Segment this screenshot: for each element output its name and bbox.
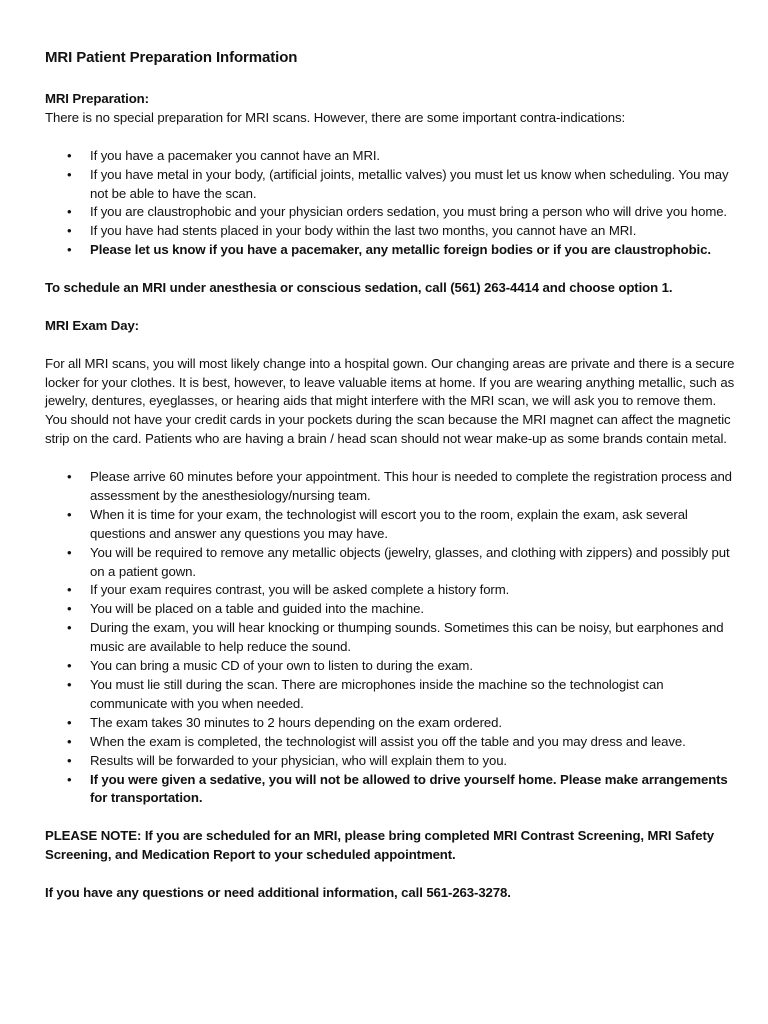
list-item [45, 581, 735, 600]
list-item [45, 752, 735, 771]
list-item-text: The exam takes 30 minutes to 2 hours depending on the exam ordered. [90, 714, 502, 730]
bullet-icon: • [67, 620, 72, 636]
list-item-text: During the exam, you will hear knocking or thumping sounds. Sometimes this can be noisy, but earphones and music are available to help reduce the sound. [90, 620, 724, 655]
list-item-text: When the exam is completed, the technologist will assist you off the table and you may dress and leave. [90, 733, 686, 749]
bullet-icon: • [67, 658, 72, 674]
list-item [45, 222, 735, 241]
exam-day-paragraph: For all MRI scans, you will most likely change into a hospital gown. Our changing areas are private and there is a secure locker for your clothes. It is best, however, to leave valuable items at home. If you are wearing anything metallic, such as jewelry, dentures, eyeglasses, or hearing aids that might interfere with the MRI scan, we will ask you to remove them. You should not have your credit cards in your pockets during the scan because the MRI magnet can affect the magnetic strip on the card. Patients who are having a brain / head scan should not wear make-up as some brands contain metal. [45, 355, 735, 447]
list-item-text: You will be required to remove any metallic objects (jewelry, glasses, and clothing with zippers) and possibly put on a patient gown. [90, 544, 730, 579]
list-item-text: When it is time for your exam, the technologist will escort you to the room, explain the exam, ask several questions and answer any questions you may have. [90, 506, 688, 541]
list-item-text: If you are claustrophobic and your physician orders sedation, you must bring a person who will drive you home. [90, 204, 727, 220]
list-item [45, 147, 735, 166]
bullet-icon: • [67, 582, 72, 598]
document-page [45, 48, 735, 903]
contact-line: If you have any questions or need additional information, call 561-263-3278. [45, 884, 511, 900]
list-item [45, 203, 735, 222]
bullet-icon: • [67, 204, 72, 220]
list-item [45, 771, 735, 809]
exam-day-heading: MRI Exam Day: [45, 317, 139, 333]
list-item-text: You must lie still during the scan. There are microphones inside the machine so the technologist can communicate with you when needed. [90, 677, 664, 711]
list-item [45, 676, 735, 714]
anesthesia-note: To schedule an MRI under anesthesia or conscious sedation, call (561) 263-4414 and choose option 1. [45, 280, 673, 296]
preparation-heading: MRI Preparation: [45, 91, 149, 106]
list-item-text: You will be placed on a table and guided into the machine. [90, 601, 424, 617]
preparation-intro: There is no special preparation for MRI scans. However, there are some important contra-indications: [45, 109, 626, 125]
bullet-icon: • [67, 544, 72, 560]
list-item-text: Results will be forwarded to your physician, who will explain them to you. [90, 752, 507, 768]
list-item [45, 600, 735, 619]
document-title: MRI Patient Preparation Information [45, 49, 298, 66]
bullet-icon: • [67, 223, 72, 239]
list-item [45, 166, 735, 204]
list-item-text: If you have had stents placed in your body within the last two months, you cannot have an MRI. [90, 223, 637, 239]
list-item-text: If you were given a sedative, you will not be allowed to drive yourself home. Please make arrangements for transportation. [90, 771, 728, 806]
contraindication-list [45, 147, 735, 260]
bullet-icon: • [67, 601, 72, 617]
list-item-text: Please let us know if you have a pacemaker, any metallic foreign bodies or if you are claustrophobic. [90, 242, 711, 258]
list-item-text: If your exam requires contrast, you will be asked complete a history form. [90, 582, 510, 598]
bullet-icon: • [67, 506, 72, 522]
list-item [45, 544, 735, 582]
list-item [45, 619, 735, 657]
list-item [45, 241, 735, 260]
list-item [45, 733, 735, 752]
list-item-text: If you have a pacemaker you cannot have an MRI. [90, 147, 380, 163]
list-item-text: If you have metal in your body, (artificial joints, metallic valves) you must let us know when scheduling. You may not be able to have the scan. [90, 166, 729, 201]
list-item [45, 506, 735, 544]
bullet-icon: • [67, 166, 72, 182]
please-note: PLEASE NOTE: If you are scheduled for an MRI, please bring completed MRI Contrast Screening, MRI Safety Screening, and Medication Report to your scheduled appointment. [45, 828, 714, 863]
bullet-icon: • [67, 733, 72, 749]
bullet-icon: • [67, 677, 72, 693]
bullet-icon: • [67, 714, 72, 730]
list-item-text: Please arrive 60 minutes before your appointment. This hour is needed to complete the registration process and assessment by the anesthesiology/nursing team. [90, 469, 732, 503]
bullet-icon: • [67, 771, 72, 787]
bullet-icon: • [67, 469, 72, 485]
bullet-icon: • [67, 147, 72, 163]
list-item [45, 468, 735, 506]
bullet-icon: • [67, 752, 72, 768]
list-item [45, 657, 735, 676]
list-item-text: You can bring a music CD of your own to listen to during the exam. [90, 658, 473, 674]
exam-day-list [45, 468, 735, 808]
bullet-icon: • [67, 242, 72, 258]
list-item [45, 714, 735, 733]
